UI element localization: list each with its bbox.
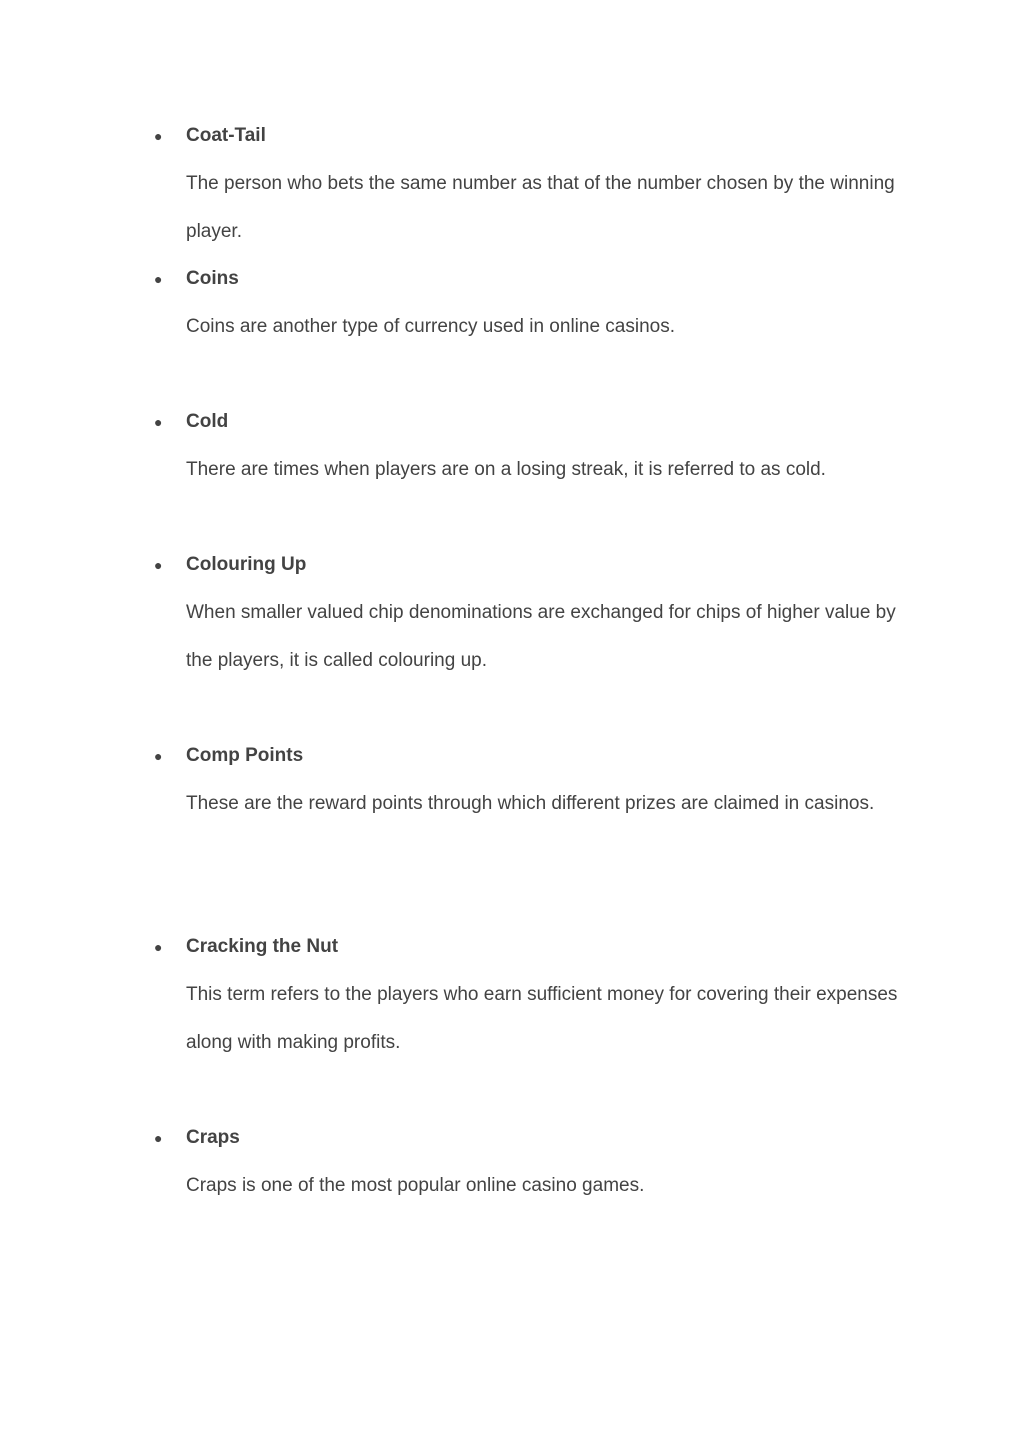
term-row (0, 267, 1024, 291)
glossary-term: Cracking the Nut (186, 936, 339, 957)
bullet-icon: ● (154, 128, 163, 144)
glossary-term: Coat-Tail (186, 125, 266, 146)
term-row (0, 124, 1024, 148)
term-row (0, 553, 1024, 577)
term-row (0, 935, 1024, 959)
glossary-term: Cold (186, 411, 229, 432)
term-row (0, 744, 1024, 768)
glossary-definition: Craps is one of the most popular online casino games. (186, 1175, 645, 1196)
glossary-definition: These are the reward points through which different prizes are claimed in casinos. (186, 793, 875, 814)
glossary-definition: The person who bets the same number as that of the number chosen by the winning player. (186, 173, 895, 242)
bullet-icon: ● (154, 1130, 163, 1146)
bullet-icon: ● (154, 271, 163, 287)
term-row (0, 1126, 1024, 1150)
glossary-definition: There are times when players are on a losing streak, it is referred to as cold. (186, 459, 826, 480)
glossary-definition: Coins are another type of currency used in online casinos. (186, 316, 675, 337)
glossary-definition: When smaller valued chip denominations are exchanged for chips of higher value by the players, it is called colouring up. (186, 602, 896, 671)
glossary-term: Craps (186, 1127, 240, 1148)
glossary-term: Comp Points (186, 745, 304, 766)
term-row (0, 410, 1024, 434)
glossary-definition: This term refers to the players who earn sufficient money for covering their expenses along with making profits. (186, 984, 898, 1053)
glossary-term: Colouring Up (186, 554, 307, 575)
bullet-icon: ● (154, 748, 163, 764)
bullet-icon: ● (154, 939, 163, 955)
bullet-icon: ● (154, 414, 163, 430)
bullet-icon: ● (154, 557, 163, 573)
glossary-term: Coins (186, 268, 239, 289)
